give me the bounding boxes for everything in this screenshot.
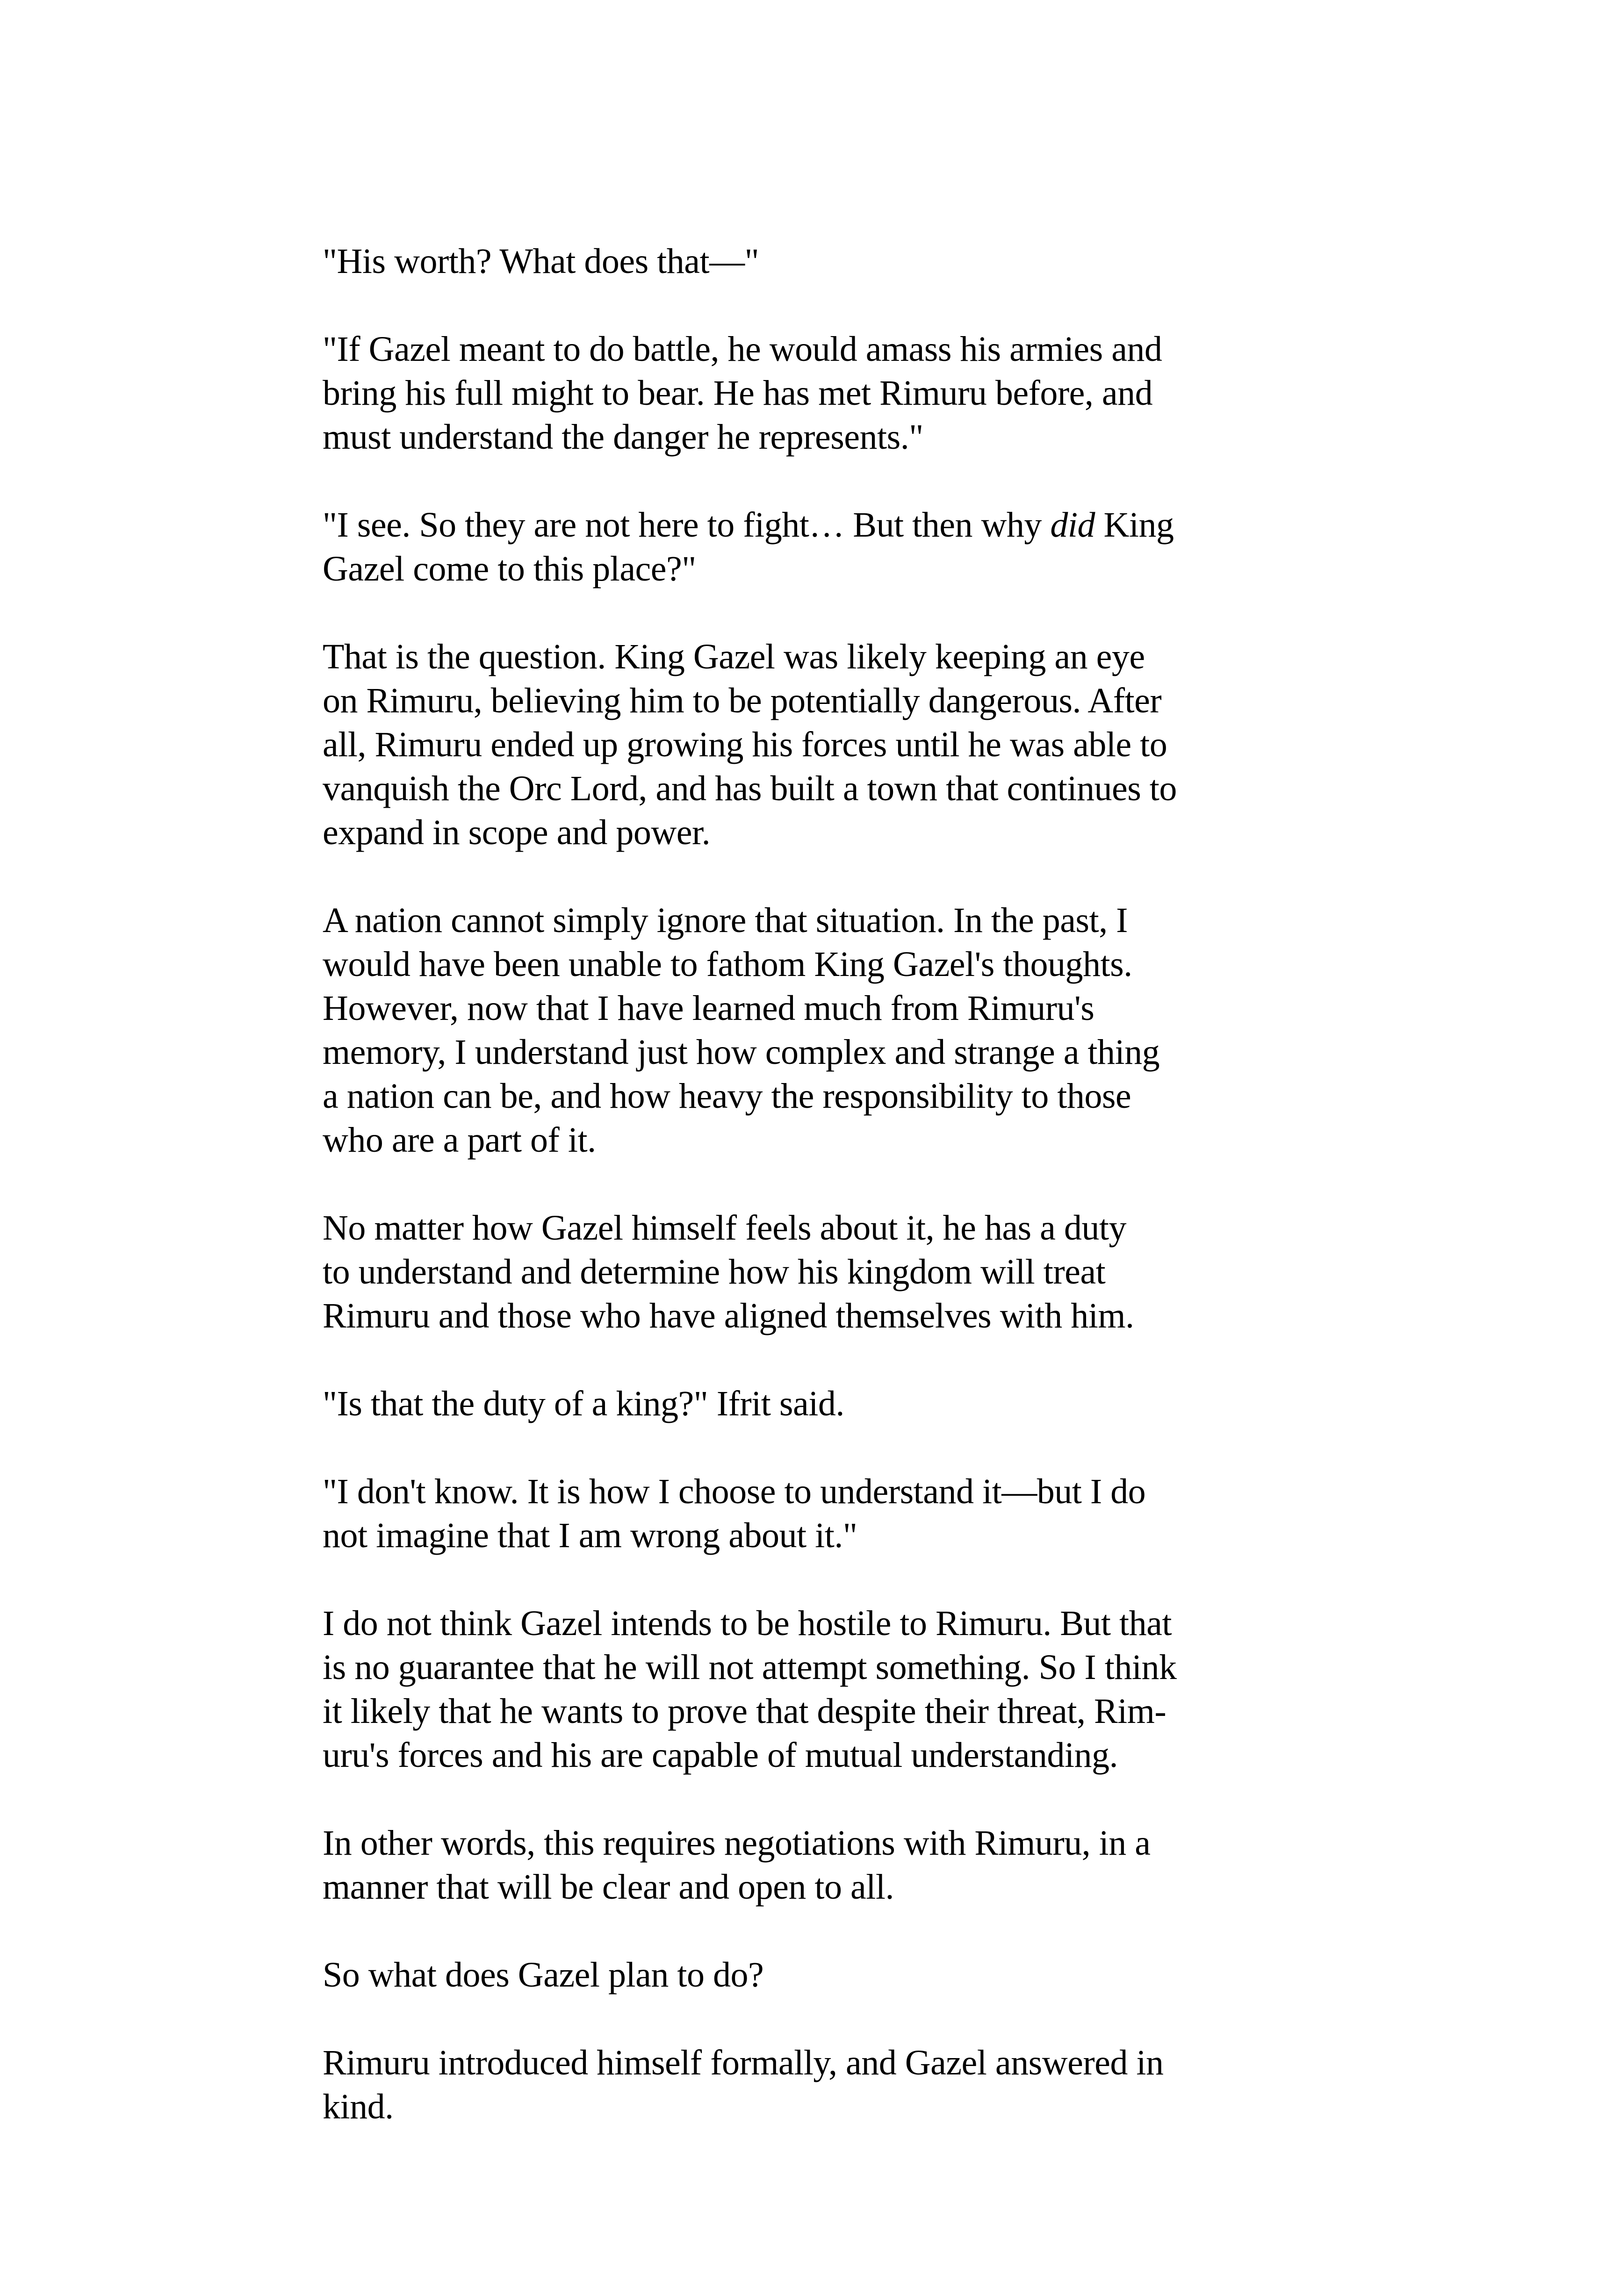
text-line xyxy=(323,371,1300,415)
text-run: Gazel come to this place?" xyxy=(323,549,696,588)
text-run: it likely that he wants to prove that despite their threat, Rim- xyxy=(323,1692,1167,1731)
text-run: "If Gazel meant to do battle, he would amass his armies and xyxy=(323,330,1162,369)
text-line xyxy=(323,723,1300,767)
text-run: a nation can be, and how heavy the responsibility to those xyxy=(323,1076,1131,1116)
paragraph xyxy=(323,1953,1300,1997)
text-run: A nation cannot simply ignore that situation. In the past, I xyxy=(323,901,1128,940)
paragraph xyxy=(323,1206,1300,1338)
text-line xyxy=(323,1733,1300,1777)
text-run: all, Rimuru ended up growing his forces until he was able to xyxy=(323,725,1167,764)
text-line xyxy=(323,547,1300,591)
text-run: That is the question. King Gazel was likely keeping an eye xyxy=(323,637,1145,676)
paragraph xyxy=(323,2041,1300,2129)
paragraph xyxy=(323,898,1300,1162)
text-line xyxy=(323,239,1300,283)
text-run: "Is that the duty of a king?" Ifrit said. xyxy=(323,1384,844,1423)
italic-text-run: did xyxy=(1050,505,1095,545)
text-line xyxy=(323,1250,1300,1294)
text-run: is no guarantee that he will not attempt something. So I think xyxy=(323,1648,1177,1687)
text-line xyxy=(323,1294,1300,1338)
text-run: would have been unable to fathom King Gazel's thoughts. xyxy=(323,945,1132,984)
text-run: expand in scope and power. xyxy=(323,813,711,852)
text-line xyxy=(323,1514,1300,1557)
text-run: must understand the danger he represents." xyxy=(323,417,923,457)
paragraph xyxy=(323,1821,1300,1909)
text-run: to understand and determine how his kingdom will treat xyxy=(323,1252,1106,1292)
text-line xyxy=(323,811,1300,854)
text-run: King xyxy=(1095,505,1174,545)
text-run: No matter how Gazel himself feels about it, he has a duty xyxy=(323,1208,1126,1248)
text-run: memory, I understand just how complex and strange a thing xyxy=(323,1033,1160,1072)
text-line xyxy=(323,1030,1300,1074)
text-run: "I see. So they are not here to fight… But then why xyxy=(323,505,1051,545)
text-line xyxy=(323,1821,1300,1865)
text-line xyxy=(323,415,1300,459)
text-line xyxy=(323,635,1300,679)
text-run: uru's forces and his are capable of mutual understanding. xyxy=(323,1736,1118,1775)
text-run: bring his full might to bear. He has met Rimuru before, and xyxy=(323,373,1153,413)
text-run: In other words, this requires negotiations with Rimuru, in a xyxy=(323,1823,1151,1863)
paragraph xyxy=(323,635,1300,854)
text-line xyxy=(323,1601,1300,1645)
text-run: on Rimuru, believing him to be potentially dangerous. After xyxy=(323,681,1162,720)
text-line xyxy=(323,1382,1300,1426)
text-line xyxy=(323,1074,1300,1118)
page-text xyxy=(323,239,1300,2129)
text-run: vanquish the Orc Lord, and has built a town that continues to xyxy=(323,769,1177,808)
paragraph xyxy=(323,503,1300,591)
text-line xyxy=(323,1470,1300,1514)
text-line xyxy=(323,942,1300,986)
text-line xyxy=(323,1206,1300,1250)
text-line xyxy=(323,1865,1300,1909)
text-run: who are a part of it. xyxy=(323,1120,596,1160)
text-line xyxy=(323,1689,1300,1733)
text-line xyxy=(323,1645,1300,1689)
text-run: However, now that I have learned much from Rimuru's xyxy=(323,989,1095,1028)
text-run: kind. xyxy=(323,2087,394,2126)
text-line xyxy=(323,327,1300,371)
text-line xyxy=(323,503,1300,547)
text-line xyxy=(323,2041,1300,2085)
text-run: I do not think Gazel intends to be hostile to Rimuru. But that xyxy=(323,1604,1172,1643)
paragraph xyxy=(323,1470,1300,1557)
paragraph xyxy=(323,239,1300,283)
text-run: Rimuru introduced himself formally, and Gazel answered in xyxy=(323,2043,1164,2082)
paragraph xyxy=(323,1601,1300,1777)
text-run: So what does Gazel plan to do? xyxy=(323,1955,764,1995)
text-line xyxy=(323,767,1300,811)
text-line xyxy=(323,1118,1300,1162)
text-line xyxy=(323,898,1300,942)
text-run: manner that will be clear and open to all. xyxy=(323,1867,894,1907)
text-run: not imagine that I am wrong about it." xyxy=(323,1516,857,1555)
text-run: "I don't know. It is how I choose to understand it—but I do xyxy=(323,1472,1146,1511)
text-line xyxy=(323,1953,1300,1997)
text-line xyxy=(323,2085,1300,2129)
text-line xyxy=(323,986,1300,1030)
text-line xyxy=(323,679,1300,723)
text-run: "His worth? What does that—" xyxy=(323,242,759,281)
text-run: Rimuru and those who have aligned themselves with him. xyxy=(323,1296,1134,1335)
paragraph xyxy=(323,1382,1300,1426)
paragraph xyxy=(323,327,1300,459)
